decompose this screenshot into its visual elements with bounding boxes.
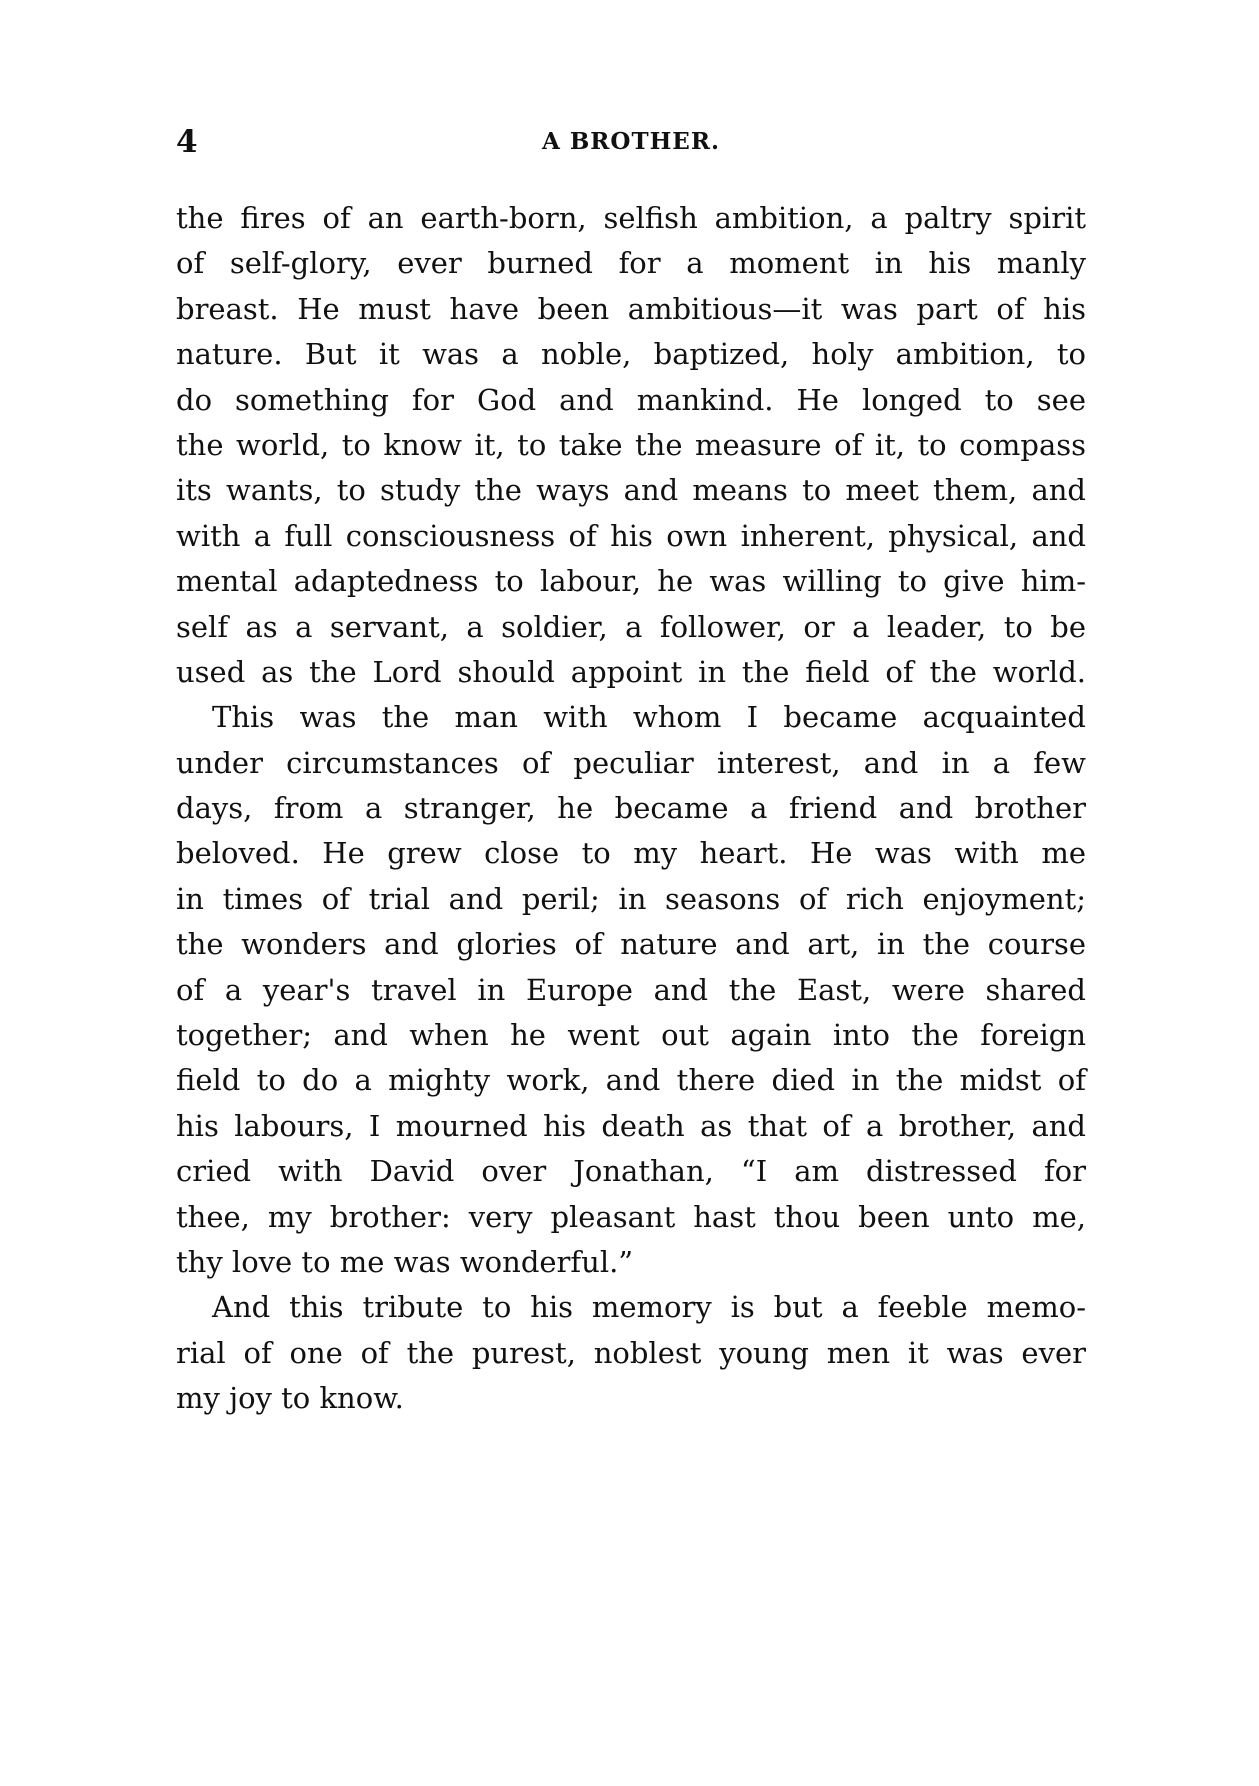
paragraph-3 xyxy=(176,1285,1086,1421)
text-line: mental adaptedness to labour, he was willing to give him- xyxy=(176,564,1086,599)
text-line: under circumstances of peculiar interest, and in a few xyxy=(176,745,1086,780)
text-line: in times of trial and peril; in seasons of rich enjoyment; xyxy=(176,881,1086,916)
text-line: the fires of an earth-born, selfish ambition, a paltry spirit xyxy=(176,201,1086,235)
text-line: do something for God and mankind. He longed to see xyxy=(176,382,1086,417)
text-line: his labours, I mourned his death as that of a brother, and xyxy=(176,1108,1086,1143)
paragraph-2 xyxy=(176,695,1086,1285)
text-line: breast. He must have been ambitious—it was part of his xyxy=(176,291,1086,326)
text-line: This was the man with whom I became acquainted xyxy=(212,700,1086,735)
body-text xyxy=(176,196,1086,1422)
text-line: of self-glory, ever burned for a moment in his manly xyxy=(176,246,1086,281)
text-line: beloved. He grew close to my heart. He was with me xyxy=(176,836,1086,871)
text-line: thee, my brother: very pleasant hast thou been unto me, xyxy=(176,1199,1086,1234)
paragraph-1 xyxy=(176,196,1086,695)
text-line: the wonders and glories of nature and art, in the course xyxy=(176,927,1086,962)
text-line: with a full consciousness of his own inherent, physical, and xyxy=(176,518,1086,553)
text-line: used as the Lord should appoint in the field of the world. xyxy=(176,654,1086,689)
text-line: days, from a stranger, he became a friend and brother xyxy=(176,791,1086,826)
text-line: of a year's travel in Europe and the East, were shared xyxy=(176,972,1086,1007)
text-line: my joy to know. xyxy=(176,1381,404,1416)
text-line: field to do a mighty work, and there died in the midst of xyxy=(176,1063,1086,1098)
page-number: 4 xyxy=(176,124,198,160)
text-line: self as a servant, a soldier, a follower, or a leader, to be xyxy=(176,609,1086,644)
text-line: nature. But it was a noble, baptized, holy ambition, to xyxy=(176,337,1086,372)
text-line: cried with David over Jonathan, “I am distressed for xyxy=(176,1154,1086,1189)
page-header xyxy=(176,122,1086,162)
text-line: together; and when he went out again into the foreign xyxy=(176,1018,1086,1053)
text-line: its wants, to study the ways and means to meet them, and xyxy=(176,473,1086,508)
running-head: A BROTHER. xyxy=(542,128,720,155)
text-line: thy love to me was wonderful.” xyxy=(176,1244,634,1279)
text-line: rial of one of the purest, noblest young men it was ever xyxy=(176,1335,1086,1370)
text-line: And this tribute to his memory is but a feeble memo- xyxy=(212,1290,1086,1325)
text-line: the world, to know it, to take the measure of it, to compass xyxy=(176,427,1086,462)
